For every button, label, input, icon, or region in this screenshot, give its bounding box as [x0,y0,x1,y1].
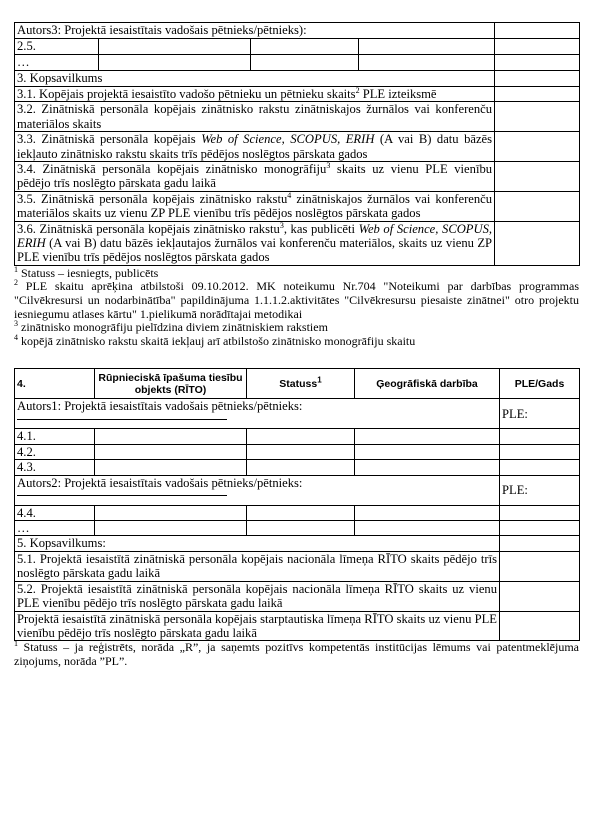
summary-row-5-3 [15,611,580,641]
section3-title: 3. Kopsavilkums [15,71,495,87]
table-row [15,460,580,475]
summary-text: 3.1. Kopējais projektā iesaistīto vadošo pētnieku un pētnieku skaits$^2$ PLE izteiksmē [15,87,495,102]
section5-title: 5. Kopsavilkums: [15,536,500,551]
summary-row-3-3 [15,132,580,162]
row-number: 2.5. [15,39,99,55]
footnote-3: $^3$ zinātnisko monogrāfiju pielīdzina diviem zinātniskiem rakstiem [14,319,328,335]
row-number: … [15,521,95,536]
value-cell[interactable] [495,87,580,102]
value-cell[interactable] [500,551,580,581]
table-row [15,55,580,71]
row-number: … [15,55,99,71]
author3-row [15,23,580,39]
value-cell[interactable] [495,162,580,192]
author2-label: Autors2: Projektā iesaistītais vadošais pētnieks/pētnieks: [15,475,500,505]
table-row [15,444,580,459]
row-number: 4.4. [15,505,95,520]
footnote-status: $^1$ Statuss – ja reģistrēts, norāda „R”, ja saņemts pozitīvs kompetentās institūcijas lēmums vai patentmeklējuma ziņojums, norāda ”PL”. [14,639,579,668]
document-page [14,22,579,669]
table-row [15,429,580,444]
row-number: 4.1. [15,429,95,444]
author3-ple-cell [495,23,580,39]
table-header [15,369,580,399]
author1-ple: PLE: [500,399,580,429]
summary-text: 3.3. Zinātniskā personāla kopējais Web of Science, SCOPUS, ERIH (A vai B) datu bāzēs iekļauto zinātnisko rakstu skaits trīs pēdējos noslēgtos pārskata gados [15,132,495,162]
value-cell[interactable] [500,611,580,641]
col-header-number: 4. [15,369,95,399]
summary-text: 5.1. Projektā iesaistītā zinātniskā personāla kopējais nacionāla līmeņa RĪTO skaits pēdējo trīs noslēgto pārskata gadu laikā [15,551,500,581]
section3-title-row [15,71,580,87]
summary-row-3-4 [15,162,580,192]
row-number: 4.3. [15,460,95,475]
col-header-ple-year: PLE/Gads [500,369,580,399]
underline [17,490,227,496]
author3-label: Autors3: Projektā iesaistītais vadošais pētnieks/pētnieks): [15,23,495,39]
table-row [15,521,580,536]
summary-text: Projektā iesaistītā zinātniskā personāla kopējais starptautiska līmeņa RĪTO skaits uz vienu PLE vienību pēdējo trīs noslēgto pārskata gadu laikā [15,611,500,641]
summary-row-3-6 [15,221,580,265]
summary-text: 3.4. Zinātniskā personāla kopējais zinātnisko monogrāfiju$^3$ skaits uz vienu PLE vienību pēdējo trīs noslēgto pārskata gadu laikā [15,162,495,192]
footnotes-1 [14,264,579,349]
summary-row-5-1 [15,551,580,581]
footnote-1: $^1$ Statuss – iesniegts, publicēts [14,264,159,280]
footnotes-2 [14,641,579,668]
value-cell[interactable] [495,191,580,221]
col-header-status: Statuss$^1$ [247,369,355,399]
summary-table-1 [14,22,580,266]
summary-row-3-2 [15,102,580,132]
underline [17,414,227,420]
value-cell[interactable] [495,102,580,132]
table-row [15,39,580,55]
value-cell[interactable] [500,581,580,611]
author2-row [15,475,580,505]
col-header-geography: Ģeogrāfiskā darbība [355,369,500,399]
value-cell[interactable] [495,221,580,265]
rito-table [14,368,580,641]
summary-row-5-2 [15,581,580,611]
table-row [15,505,580,520]
author2-ple: PLE: [500,475,580,505]
summary-row-3-1 [15,87,580,102]
author1-row [15,399,580,429]
section5-title-row [15,536,580,551]
summary-text: 3.2. Zinātniskā personāla kopējais zinātnisko rakstu zinātniskajos žurnālos vai konferenču materiālos skaits [15,102,495,132]
footnote-4: $^4$ kopējā zinātnisko rakstu skaitā iekļauj arī atbilstošo zinātnisko monogrāfiju skaitu [14,332,416,348]
summary-text: 5.2. Projektā iesaistītā zinātniskā personāla kopējais nacionāla līmeņa RĪTO skaits uz vienu PLE vienību pēdējo trīs noslēgto pārskata gadu laikā [15,581,500,611]
value-cell[interactable] [495,132,580,162]
summary-row-3-5 [15,191,580,221]
col-header-rito: Rūpnieciskā īpašuma tiesību objekts (RĪTO) [95,369,247,399]
author1-label: Autors1: Projektā iesaistītais vadošais pētnieks/pētnieks: [15,399,500,429]
summary-text: 3.5. Zinātniskā personāla kopējais zinātnisko rakstu$^4$ zinātniskajos žurnālos vai konferenču materiālos skaits uz vienu ZP PLE vienību trīs pēdējos noslēgtos pārskata gados [15,191,495,221]
summary-text: 3.6. Zinātniskā personāla kopējais zinātnisko rakstu$^3$, kas publicēti Web of Science, SCOPUS, ERIH (A vai B) datu bāzēs iekļautajos žurnālos vai konferenču materiālos, skaits uz vienu ZP PLE vienību trīs pēdējos noslēgtos pārskata gados [15,221,495,265]
footnote-2: $^2$ PLE skaitu aprēķina atbilstoši 09.10.2012. MK noteikumu Nr.704 "Noteikumi par darbības programmas "Cilvēkresursi un nodarbinātība" papildinājuma 1.1.1.2.aktivitātes "Cilvēkresursu piesaiste zinātnei" otro projektu iesniegumu atlases kārtu" 1.pielikumā norādītajai metodikai [14,278,579,321]
row-number: 4.2. [15,444,95,459]
